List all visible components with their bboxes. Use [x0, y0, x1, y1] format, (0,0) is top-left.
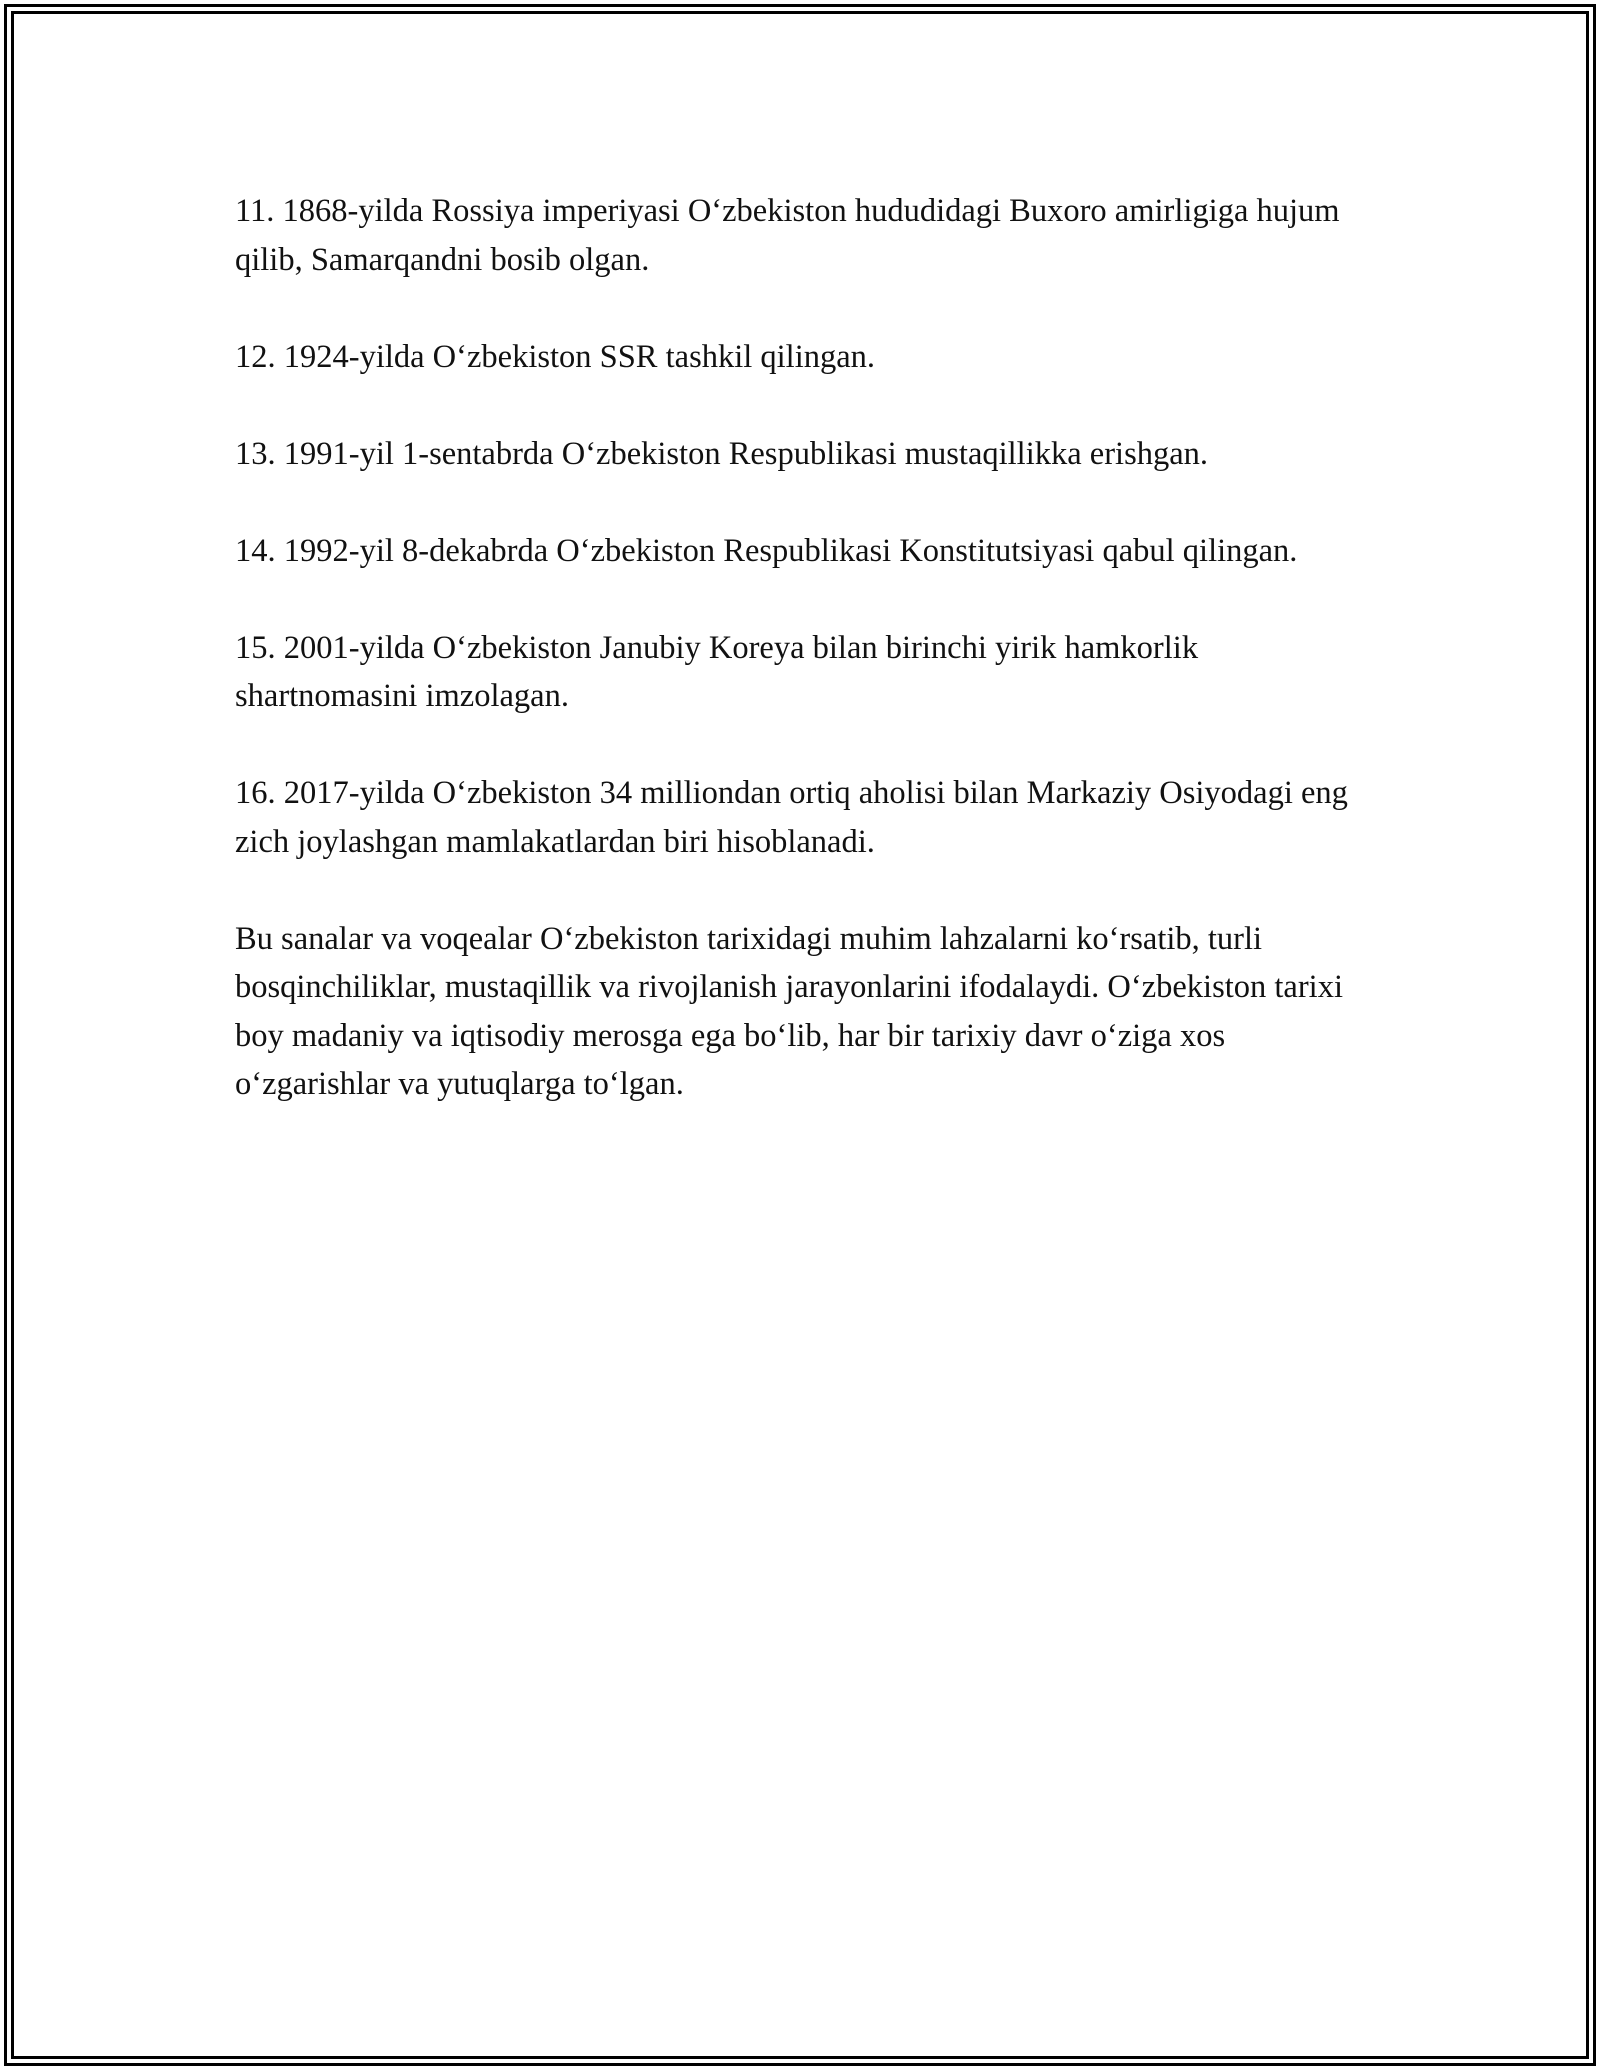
list-item-15: 15. 2001-yilda O‘zbekiston Janubiy Koreya bilan birinchi yirik hamkorlik shartnomasini imzolagan.	[235, 629, 1199, 714]
list-item-11: 11. 1868-yilda Rossiya imperiyasi O‘zbekiston hududidagi Buxoro amirligiga hujum qilib, Samarqandni bosib olgan.	[235, 193, 1340, 278]
list-item-14: 14. 1992-yil 8-dekabrda O‘zbekiston Respublikasi Konstitutsiyasi qabul qilingan.	[235, 532, 1298, 569]
list-item-16: 16. 2017-yilda O‘zbekiston 34 milliondan ortiq aholisi bilan Markaziy Osiyodagi eng zich joylashgan mamlakatlardan biri hisoblanadi.	[235, 775, 1348, 860]
list-item-13: 13. 1991-yil 1-sentabrda O‘zbekiston Respublikasi mustaqillikka erishgan.	[235, 435, 1209, 472]
summary-paragraph: Bu sanalar va voqealar O‘zbekiston tarixidagi muhim lahzalarni ko‘rsatib, turli bosqinchiliklar, mustaqillik va rivojlanish jarayonlarini ifodalaydi. O‘zbekiston tarixi boy madaniy va iqtisodiy merosga ega bo‘lib, har bir tarixiy davr o‘ziga xos o‘zgarishlar va yutuqlarga to‘lgan.	[235, 920, 1343, 1102]
list-item-12: 12. 1924-yilda O‘zbekiston SSR tashkil qilingan.	[235, 338, 876, 375]
document-body	[235, 187, 1365, 1157]
